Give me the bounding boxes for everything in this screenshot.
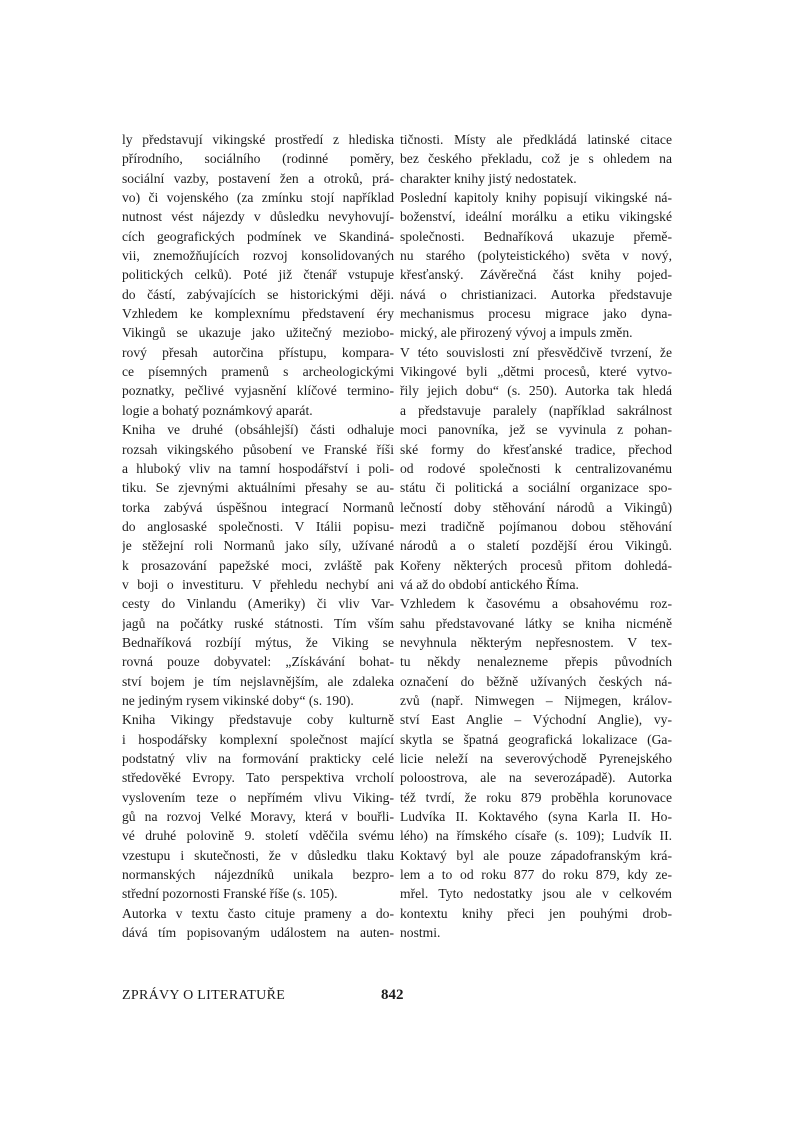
text-line: moci panovníka, jež se vyvinula z pohan-: [400, 422, 672, 438]
text-line: vé druhé polovině 9. století vděčila svému: [122, 828, 394, 844]
right-text-column: [400, 130, 672, 942]
text-line: ce písemných pramenů s archeologickými: [122, 364, 394, 380]
text-line: vzestupu i skutečnosti, že v důsledku tlaku: [122, 847, 394, 863]
text-line: tu někdy nenalezneme přepis původních: [400, 654, 672, 670]
text-line: rovná pouze dobyvatel: „Získávání bohat-: [122, 654, 394, 670]
text-line: nutnost vést nájezdy v důsledku nevyhovují-: [122, 209, 394, 225]
text-line: vii, znemožňujících rozvoj konsolidovaných: [122, 248, 394, 264]
text-line: do anglosaské společnosti. V Itálii popisu-: [122, 518, 394, 534]
text-line: též tvrdí, že roku 879 proběhla korunovace: [400, 789, 672, 805]
text-line: mický, ale přirozený vývoj a impuls změn.: [400, 325, 633, 341]
text-line: zvů (např. Nimwegen – Nijmegen, králov-: [400, 692, 672, 708]
text-line: Vzhledem ke komplexnímu představení éry: [122, 306, 394, 322]
text-line: vo) či vojenského (za zmínku stojí například: [122, 190, 394, 206]
text-line: politických celků). Poté již čtenář vstupuje: [122, 267, 394, 283]
text-line: bez českého překladu, což je s ohledem na: [400, 151, 672, 167]
footer-section-label: ZPRÁVY O LITERATUŘE: [122, 988, 286, 1003]
text-line: rový přesah autorčina přístupu, kompara-: [122, 344, 394, 360]
text-line: poznatky, pečlivé vyjasnění klíčové termino-: [122, 383, 394, 399]
text-line: a představuje paralely (například sakrálnost: [400, 402, 672, 418]
text-line: a hluboký vliv na tamní hospodářství i poli-: [122, 460, 394, 476]
text-line: vyslovením teze o nepřímém vlivu Viking-: [122, 789, 394, 805]
text-line: je stěžejní roli Normanů jako síly, užívané: [122, 538, 394, 554]
text-line: lého) na římského císaře (s. 109); Ludvík II.: [400, 828, 672, 844]
text-line: společnosti. Bednaříková ukazuje přemě-: [400, 228, 672, 244]
text-line: boženství, ideální morálku a etiku vikingské: [400, 209, 672, 225]
text-line: poloostrova, ale na severozápadě). Autorka: [400, 770, 672, 786]
text-line: i hospodářsky komplexní společnost mající: [122, 731, 394, 747]
text-line: licie neleží na severovýchodě Pyrenejského: [400, 751, 672, 766]
text-line: kontextu knihy přeci jen pouhými drob-: [400, 905, 672, 921]
text-line: logie a bohatý poznámkový aparát.: [122, 402, 313, 418]
text-line: od rodové společnosti k centralizovanému: [400, 460, 672, 476]
text-line: Poslední kapitoly knihy popisují vikingské ná-: [400, 190, 672, 206]
text-line: Kniha Vikingy představuje coby kulturně: [122, 712, 394, 728]
text-line: křesťanský. Závěrečná část knihy pojed-: [400, 267, 672, 283]
text-line: tičnosti. Místy ale předkládá latinské citace: [400, 132, 672, 147]
text-line: označení do běžně užívaných českých ná-: [400, 673, 672, 689]
text-line: střední pozornosti Franské říše (s. 105).: [122, 886, 338, 902]
text-line: vá až do období antického Říma.: [400, 576, 579, 592]
text-line: mechanismus procesu migrace jako dyna-: [400, 306, 672, 322]
text-line: ne jediným rysem vikinské doby“ (s. 190).: [122, 692, 354, 708]
text-line: ství bojem je tím nejslavnějším, ale zdaleka: [122, 673, 394, 689]
text-line: gů na rozvoj Velké Moravy, která v bouřli-: [122, 809, 394, 825]
text-line: ly představují vikingské prostředí z hlediska: [122, 132, 394, 147]
text-line: rozsah vikingského působení ve Franské říši: [122, 441, 394, 457]
text-line: Vikingů se ukazuje jako užitečný meziobo-: [122, 325, 394, 341]
text-line: ství East Anglie – Východní Anglie), vy-: [400, 712, 672, 728]
page-number: 842: [381, 987, 404, 1003]
text-line: cesty do Vinlandu (Ameriky) či vliv Var-: [122, 596, 394, 612]
text-line: nává o christianizaci. Autorka představuje: [400, 286, 672, 302]
text-line: Vikingové byli „dětmi procesů, které vytvo-: [400, 364, 672, 380]
text-line: charakter knihy jistý nedostatek.: [400, 170, 577, 186]
text-line: normanských nájezdníků unikala bezpro-: [122, 867, 394, 883]
text-line: V této souvislosti zní přesvědčivě tvrzení, že: [400, 344, 672, 360]
text-line: nevyhnula některým nepřesnostem. V tex-: [400, 634, 672, 650]
text-line: cích geografických podmínek ve Skandiná-: [122, 228, 394, 244]
text-line: Kořeny některých procesů přitom dohledá-: [400, 557, 672, 573]
text-line: středověké Evropy. Tato perspektiva vrcholí: [122, 770, 394, 786]
text-line: do částí, zabývajících se historickými ději.: [122, 286, 394, 302]
text-line: sociální vazby, postavení žen a otroků, prá-: [122, 170, 394, 186]
text-line: Ludvíka II. Koktavého (syna Karla II. Ho-: [400, 809, 672, 825]
left-text-column: [122, 130, 394, 942]
text-line: Kniha ve druhé (obsáhlejší) části odhaluje: [122, 422, 394, 438]
text-line: podstatný vliv na formování prakticky celé: [122, 751, 394, 766]
text-line: lečností doby stěhování národů a Vikingů): [400, 499, 672, 515]
text-line: Autorka v textu často cituje prameny a do-: [122, 905, 394, 921]
text-line: tiku. Se zjevnými aktuálními přesahy se au-: [122, 480, 394, 496]
text-line: dává tím popisovaným událostem na auten-: [122, 925, 394, 941]
text-line: mřel. Tyto nedostatky jsou ale v celkovém: [400, 886, 672, 902]
text-line: Bednaříková rozbíjí mýtus, že Viking se: [122, 634, 394, 650]
text-line: sahu představované látky se kniha nicméně: [400, 615, 672, 631]
text-line: Vzhledem k časovému a obsahovému roz-: [400, 596, 672, 612]
text-line: nostmi.: [400, 925, 441, 941]
text-line: státu či politická a sociální organizace spo-: [400, 480, 672, 496]
text-line: řily jejich dobu“ (s. 250). Autorka tak hledá: [400, 383, 672, 399]
page-footer: [122, 988, 672, 1010]
text-line: skytla se špatná geografická lokalizace (Ga-: [400, 731, 672, 747]
text-line: jagů na počátky ruské státnosti. Tím vším: [122, 615, 394, 631]
text-line: mezi tradičně pojímanou dobou stěhování: [400, 518, 672, 534]
text-line: nu starého (polyteistického) světa v nový,: [400, 248, 672, 264]
text-line: Koktavý byl ale pouze západofranským krá-: [400, 847, 672, 863]
text-line: k prosazování papežské moci, zvláště pak: [122, 557, 394, 573]
text-line: ské formy do křesťanské tradice, přechod: [400, 441, 672, 457]
text-line: lem a to od roku 877 do roku 879, kdy ze-: [400, 867, 672, 883]
text-line: v boji o investituru. V přehledu nechybí ani: [122, 576, 394, 592]
text-line: národů a o staletí pozdější érou Vikingů.: [400, 538, 672, 554]
text-line: torka zabývá úspěšnou integrací Normanů: [122, 499, 394, 515]
text-line: přírodního, sociálního (rodinné poměry,: [122, 151, 394, 167]
